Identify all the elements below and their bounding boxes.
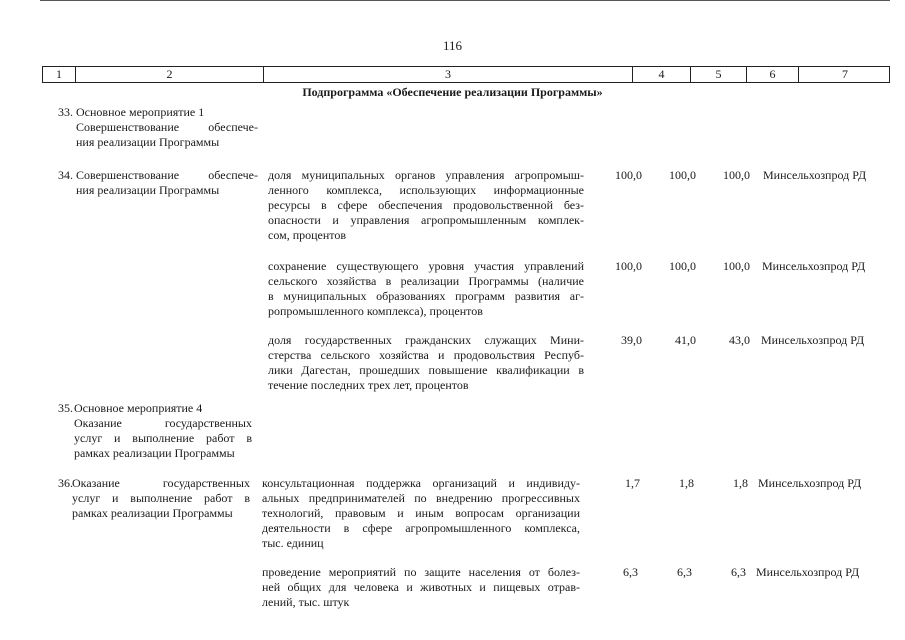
indicator-line: ней общих для человека и животных и пищевых отрав-: [262, 580, 580, 594]
subprogram-title: Подпрограмма «Обеспечение реализации Программы»: [302, 85, 603, 99]
value-col-5: 1,8: [679, 476, 694, 490]
row-number: 34.: [58, 168, 73, 182]
indicator-line: ленного комплекса, использующих информационные: [268, 183, 584, 197]
responsible-executor: Минсельхозпрод РД: [762, 259, 866, 273]
measure-name-line: Оказание государственных: [72, 476, 250, 490]
page-top-rule: [40, 0, 890, 1]
value-col-5: 100,0: [669, 168, 696, 182]
indicator-line: сохранение существующего уровня участия управлений: [268, 259, 584, 273]
responsible-executor: Минсельхозпрод РД: [761, 333, 865, 347]
value-col-4: 6,3: [623, 565, 638, 579]
value-col-5: 6,3: [677, 565, 692, 579]
indicator-line: альных предпринимателей по внедрению прогрессивных: [262, 491, 580, 505]
indicator-line: технологий, правовым и иным вопросам организации: [262, 506, 580, 520]
indicator-line: ресурсы в сфере обеспечения продовольственной без-: [268, 198, 584, 212]
measure-name-line: Основное мероприятие 4: [74, 401, 203, 415]
row-number: 36.: [58, 476, 73, 490]
value-col-5: 100,0: [669, 259, 696, 273]
indicator-line: лики Дагестан, прошедших повышение квалификации в: [268, 363, 584, 377]
indicator-line: сельского хозяйства в реализации Программы (наличие: [268, 274, 584, 288]
indicator-text: [268, 259, 584, 319]
indicator-text: [268, 168, 584, 243]
indicator-line: стерства сельского хозяйства и продовольствия Респуб-: [268, 348, 584, 362]
value-col-6: 100,0: [723, 259, 750, 273]
measure-name: [74, 401, 252, 461]
indicator-line: доля государственных гражданских служащих Мини-: [268, 333, 584, 347]
value-col-6: 100,0: [723, 168, 750, 182]
indicator-line: сом, процентов: [268, 228, 347, 242]
header-col-3: 3: [264, 67, 633, 82]
measure-name-line: Оказание государственных: [74, 416, 252, 430]
indicator-line: в муниципальных образованиях программ развития аг-: [268, 289, 584, 303]
header-col-2: 2: [76, 67, 264, 82]
indicator-line: лений, тыс. штук: [262, 595, 350, 609]
responsible-executor: Минсельхозпрод РД: [763, 168, 867, 182]
header-col-5: 5: [691, 67, 747, 82]
indicator-text: [268, 333, 584, 393]
indicator-line: консультационная поддержка организаций и индивиду-: [262, 476, 580, 490]
value-col-4: 100,0: [615, 259, 642, 273]
page-number: 116: [442, 38, 463, 53]
header-col-4: 4: [633, 67, 691, 82]
measure-name-line: Совершенствование обеспече-: [76, 168, 258, 182]
value-col-6: 1,8: [733, 476, 748, 490]
value-col-6: 6,3: [731, 565, 746, 579]
indicator-line: тыс. единиц: [262, 536, 324, 550]
measure-name-line: услуг и выполнение работ в: [74, 431, 252, 445]
value-col-5: 41,0: [675, 333, 696, 347]
table-header-row: [42, 66, 890, 83]
indicator-line: проведение мероприятий по защите населения от болез-: [262, 565, 580, 579]
measure-name: [72, 476, 250, 521]
row-number: 33.: [58, 105, 73, 119]
row-number: 35.: [58, 401, 73, 415]
indicator-line: ропромышленного комплекса), процентов: [268, 304, 483, 318]
header-col-6: 6: [747, 67, 799, 82]
value-col-4: 39,0: [621, 333, 642, 347]
responsible-executor: Минсельхозпрод РД: [758, 476, 862, 490]
measure-name-line: рамках реализации Программы: [74, 446, 235, 460]
measure-name-line: услуг и выполнение работ в: [72, 491, 250, 505]
indicator-line: опасности и управления агропромышленным комплек-: [268, 213, 584, 227]
indicator-line: деятельности в сфере агропромышленного комплекса,: [262, 521, 580, 535]
responsible-executor: Минсельхозпрод РД: [756, 565, 860, 579]
measure-name-line: ния реализации Программы: [76, 135, 220, 149]
measure-name-line: Основное мероприятие 1: [76, 105, 205, 119]
indicator-text: [262, 565, 580, 610]
indicator-line: доля муниципальных органов управления агропромыш-: [268, 168, 584, 182]
header-col-1: 1: [43, 67, 76, 82]
indicator-line: течение последних трех лет, процентов: [268, 378, 469, 392]
measure-name: [76, 105, 258, 150]
value-col-6: 43,0: [729, 333, 750, 347]
header-col-7: 7: [842, 67, 848, 81]
measure-name: [76, 168, 258, 198]
measure-name-line: рамках реализации Программы: [72, 506, 233, 520]
measure-name-line: ния реализации Программы: [76, 183, 220, 197]
value-col-4: 1,7: [625, 476, 640, 490]
measure-name-line: Совершенствование обеспече-: [76, 120, 258, 134]
value-col-4: 100,0: [615, 168, 642, 182]
indicator-text: [262, 476, 580, 551]
